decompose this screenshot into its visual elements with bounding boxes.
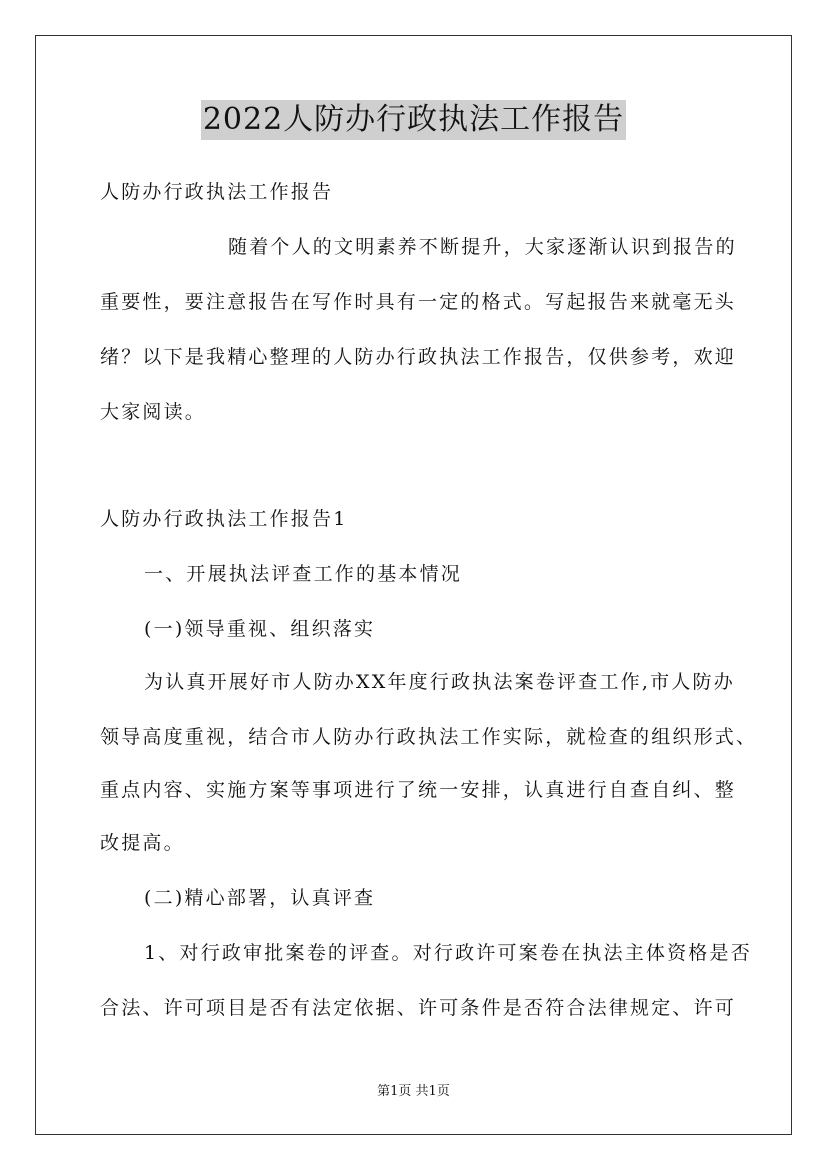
document-title: 2022人防办行政执法工作报告 xyxy=(201,100,626,140)
paragraph-line: 随着个人的文明素养不断提升，大家逐渐认识到报告的 xyxy=(228,236,737,258)
section-heading: 人防办行政执法工作报告 xyxy=(100,181,334,203)
title-wrap xyxy=(0,100,827,140)
paragraph-line: 重点内容、实施方案等事项进行了统一安排，认真进行自查自纠、整 xyxy=(100,779,737,801)
paragraph-line: 合法、许可项目是否有法定依据、许可条件是否符合法律规定、许可 xyxy=(100,997,737,1019)
paragraph-line: 领导高度重视，结合市人防办行政执法工作实际，就检查的组织形式、 xyxy=(100,726,758,748)
report-heading: 人防办行政执法工作报告1 xyxy=(100,508,348,530)
page-footer: 第1页 共1页 xyxy=(377,1084,450,1099)
paragraph-line: 为认真开展好市人防办XX年度行政执法案卷评查工作,市人防办 xyxy=(144,671,735,693)
subheading: 一、开展执法评查工作的基本情况 xyxy=(144,563,463,585)
paragraph-line: 重要性，要注意报告在写作时具有一定的格式。写起报告来就毫无头 xyxy=(100,291,737,313)
subheading: (二)精心部署，认真评查 xyxy=(144,887,376,909)
paragraph-line: 大家阅读。 xyxy=(100,401,207,423)
subheading: (一)领导重视、组织落实 xyxy=(144,618,376,640)
paragraph-line: 1、对行政审批案卷的评查。对行政许可案卷在执法主体资格是否 xyxy=(144,942,752,964)
paragraph-line: 绪？以下是我精心整理的人防办行政执法工作报告，仅供参考，欢迎 xyxy=(100,346,737,368)
paragraph-line: 改提高。 xyxy=(100,832,185,854)
